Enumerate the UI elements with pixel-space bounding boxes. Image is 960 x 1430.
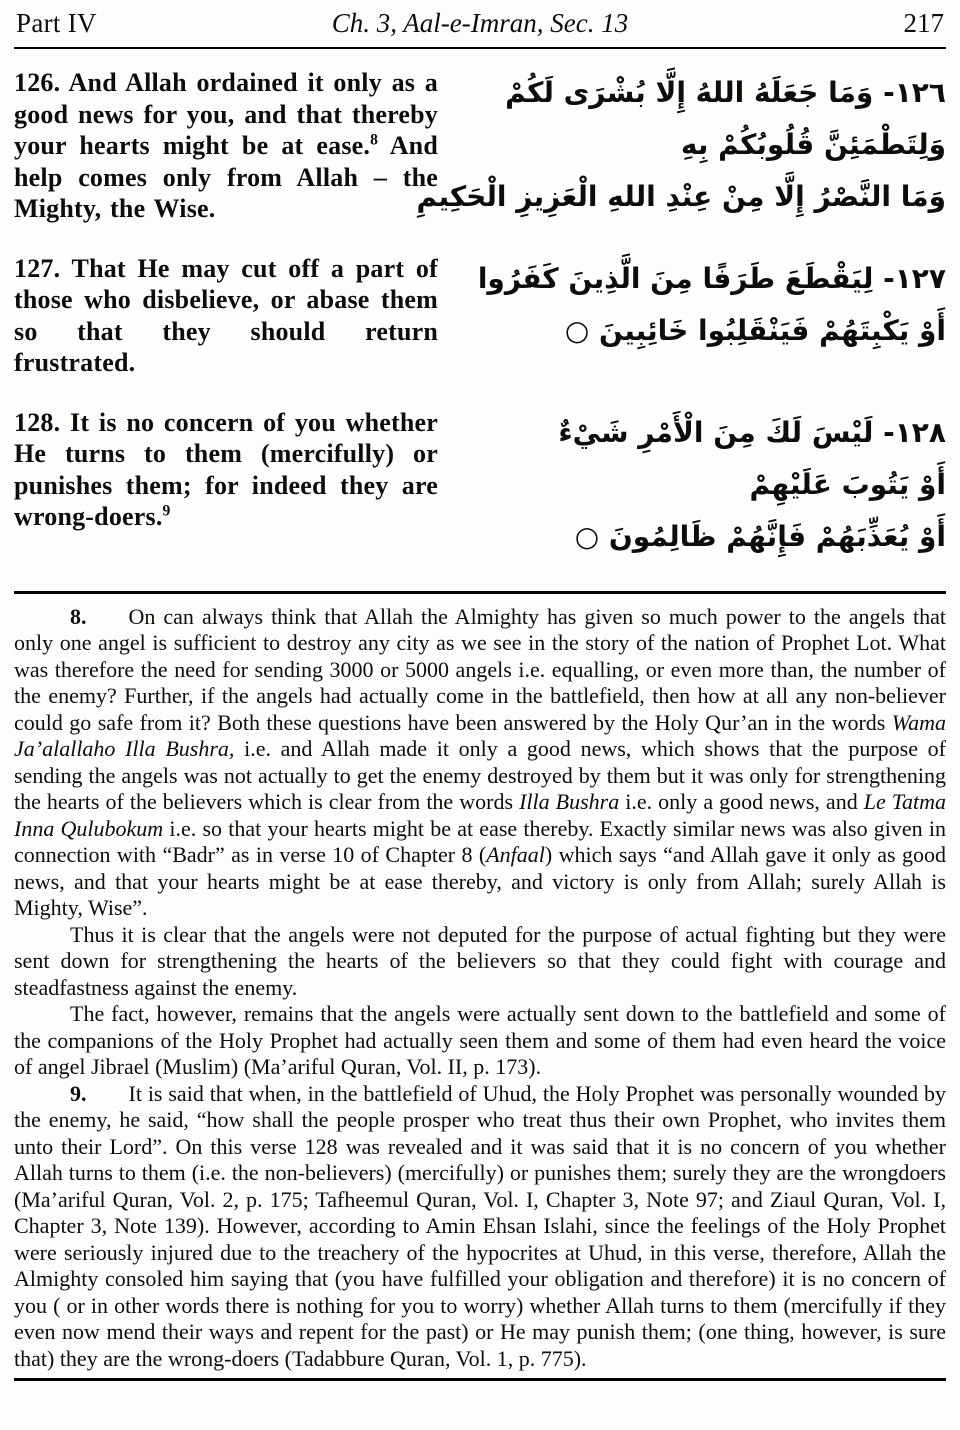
verse-127-arabic	[460, 253, 946, 357]
verse-128-english: 128. It is no concern of you whether He turns to them (mercifully) or punishes them; for indeed they are wrong-doers.$^9$	[14, 407, 438, 531]
arabic-line: وَلِتَطْمَئِنَّ قُلُوبُكُمْ بِهِ	[680, 128, 946, 161]
verse-126-english: 126. And Allah ordained it only as a good news for you, and that thereby your hearts might be at ease.$^8$ And help comes only from Allah – the Mighty, the Wise.	[14, 68, 438, 223]
page-header	[14, 6, 946, 45]
verse-128-arabic	[460, 407, 946, 563]
footnote-9-paragraph: 9. It is said that when, in the battlefield of Uhud, the Holy Prophet was personally wounded by the enemy, he said, “how shall the people prosper who treat thus their own Prophet, who invites them unto their Lord”. On this verse 128 was revealed and it was said that it is no concern of you whether Allah turns to them (i.e. the non-believers) (mercifully) or punishes them; surely they are the wrongdoers (Ma’ariful Quran, Vol. 2, p. 175; Tafheemul Quran, Vol. I, Chapter 3, Note 97; and Ziaul Quran, Vol. I, Chapter 3, Note 139). However, according to Amin Ehsan Islahi, since the feelings of the Holy Prophet were seriously injured due to the treachery of the hypocrites at Uhud, in this verse, therefore, Allah the Almighty consoled him saying that (you have fulfilled your obligation and therefore) it is no concern of you ( or in other words there is nothing for you to worry) whether Allah turns to them (mercifully if they even now mend their ways and repent for the past) or He may punish them; (one thing, however, is sure that) they are the wrong-doers (Tadabbure Quran, Vol. 1, p. 775).	[14, 1080, 946, 1371]
arabic-line: ١٢٨- لَيْسَ لَكَ مِنَ الْأَمْرِ شَيْءٌ	[558, 415, 946, 449]
verse-section	[14, 67, 946, 563]
page-bottom-rule	[14, 1378, 946, 1381]
footnote-separator	[14, 591, 946, 594]
verse-126-row	[14, 67, 946, 225]
part-label: Part IV	[16, 8, 97, 38]
verse-127-row	[14, 253, 946, 379]
chapter-title: Ch. 3, Aal-e-Imran, Sec. 13	[331, 8, 629, 38]
arabic-line: ١٢٧- لِيَقْطَعَ طَرَفًا مِنَ الَّذِينَ كَفَرُوا	[477, 261, 946, 295]
arabic-line: أَوْ يُعَذِّبَهُمْ فَإِنَّهُمْ ظَالِمُونَ ○	[574, 519, 946, 553]
arabic-line: أَوْ يَكْبِتَهُمْ فَيَنْقَلِبُوا خَائِبِينَ ○	[564, 313, 946, 347]
arabic-line: ١٢٦- وَمَا جَعَلَهُ اللهُ إِلَّا بُشْرَى لَكُمْ	[505, 76, 946, 109]
footnote-8-paragraph-2: Thus it is clear that the angels were not deputed for the purpose of actual fighting but they were sent down for strengthening the hearts of the believers so that they could fight with courage and steadfastness against the enemy.	[14, 921, 946, 1000]
verse-127-english: 127. That He may cut off a part of those who disbelieve, or abase them so that they should return frustrated.	[14, 253, 438, 377]
header-divider	[14, 47, 946, 49]
page-number: 217	[903, 8, 944, 38]
footnotes-section	[14, 604, 946, 1373]
verse-128-row	[14, 407, 946, 563]
arabic-line: أَوْ يَتُوبَ عَلَيْهِمْ	[749, 467, 946, 501]
footnote-8-paragraph-1: 8. On can always think that Allah the Almighty has given so much power to the angels that only one angel is sufficient to destroy any city as we see in the story of the nation of Prophet Lot. What was therefore the need for sending 3000 or 5000 angels i.e. equalling, or even more than, the number of the enemy? Further, if the angels had actually come in the battlefield, then how at all any non-believer could go safe from it? Both these questions have been answered by the Holy Qur’an in the words Wama Ja’alallaho Illa Bushra, i.e. and Allah made it only a good news, which shows that the purpose of sending the angels was not actually to get the enemy destroyed by them but it was only for strengthening the hearts of the believers which is clear from the words Illa Bushra i.e. only a good news, and Le Tatma Inna Qulubokum i.e. so that your hearts might be at ease thereby. Exactly similar news was also given in connection with “Badr” as in verse 10 of Chapter 8 (Anfaal) which says “and Allah gave it only as good news, and that your hearts might be at ease thereby, and victory is only from Allah; surely Allah is Mighty, Wise”.	[14, 603, 947, 920]
arabic-line: وَمَا النَّصْرُ إِلَّا مِنْ عِنْدِ اللهِ الْعَزِيزِ الْحَكِيمِ	[416, 180, 946, 213]
verse-126-arabic	[416, 67, 946, 223]
footnote-8-paragraph-3: The fact, however, remains that the angels were actually sent down to the battlefield and some of the companions of the Holy Prophet had actually seen them and some of them had even heard the voice of angel Jibrael (Muslim) (Ma’ariful Quran, Vol. II, p. 173).	[14, 1001, 946, 1079]
